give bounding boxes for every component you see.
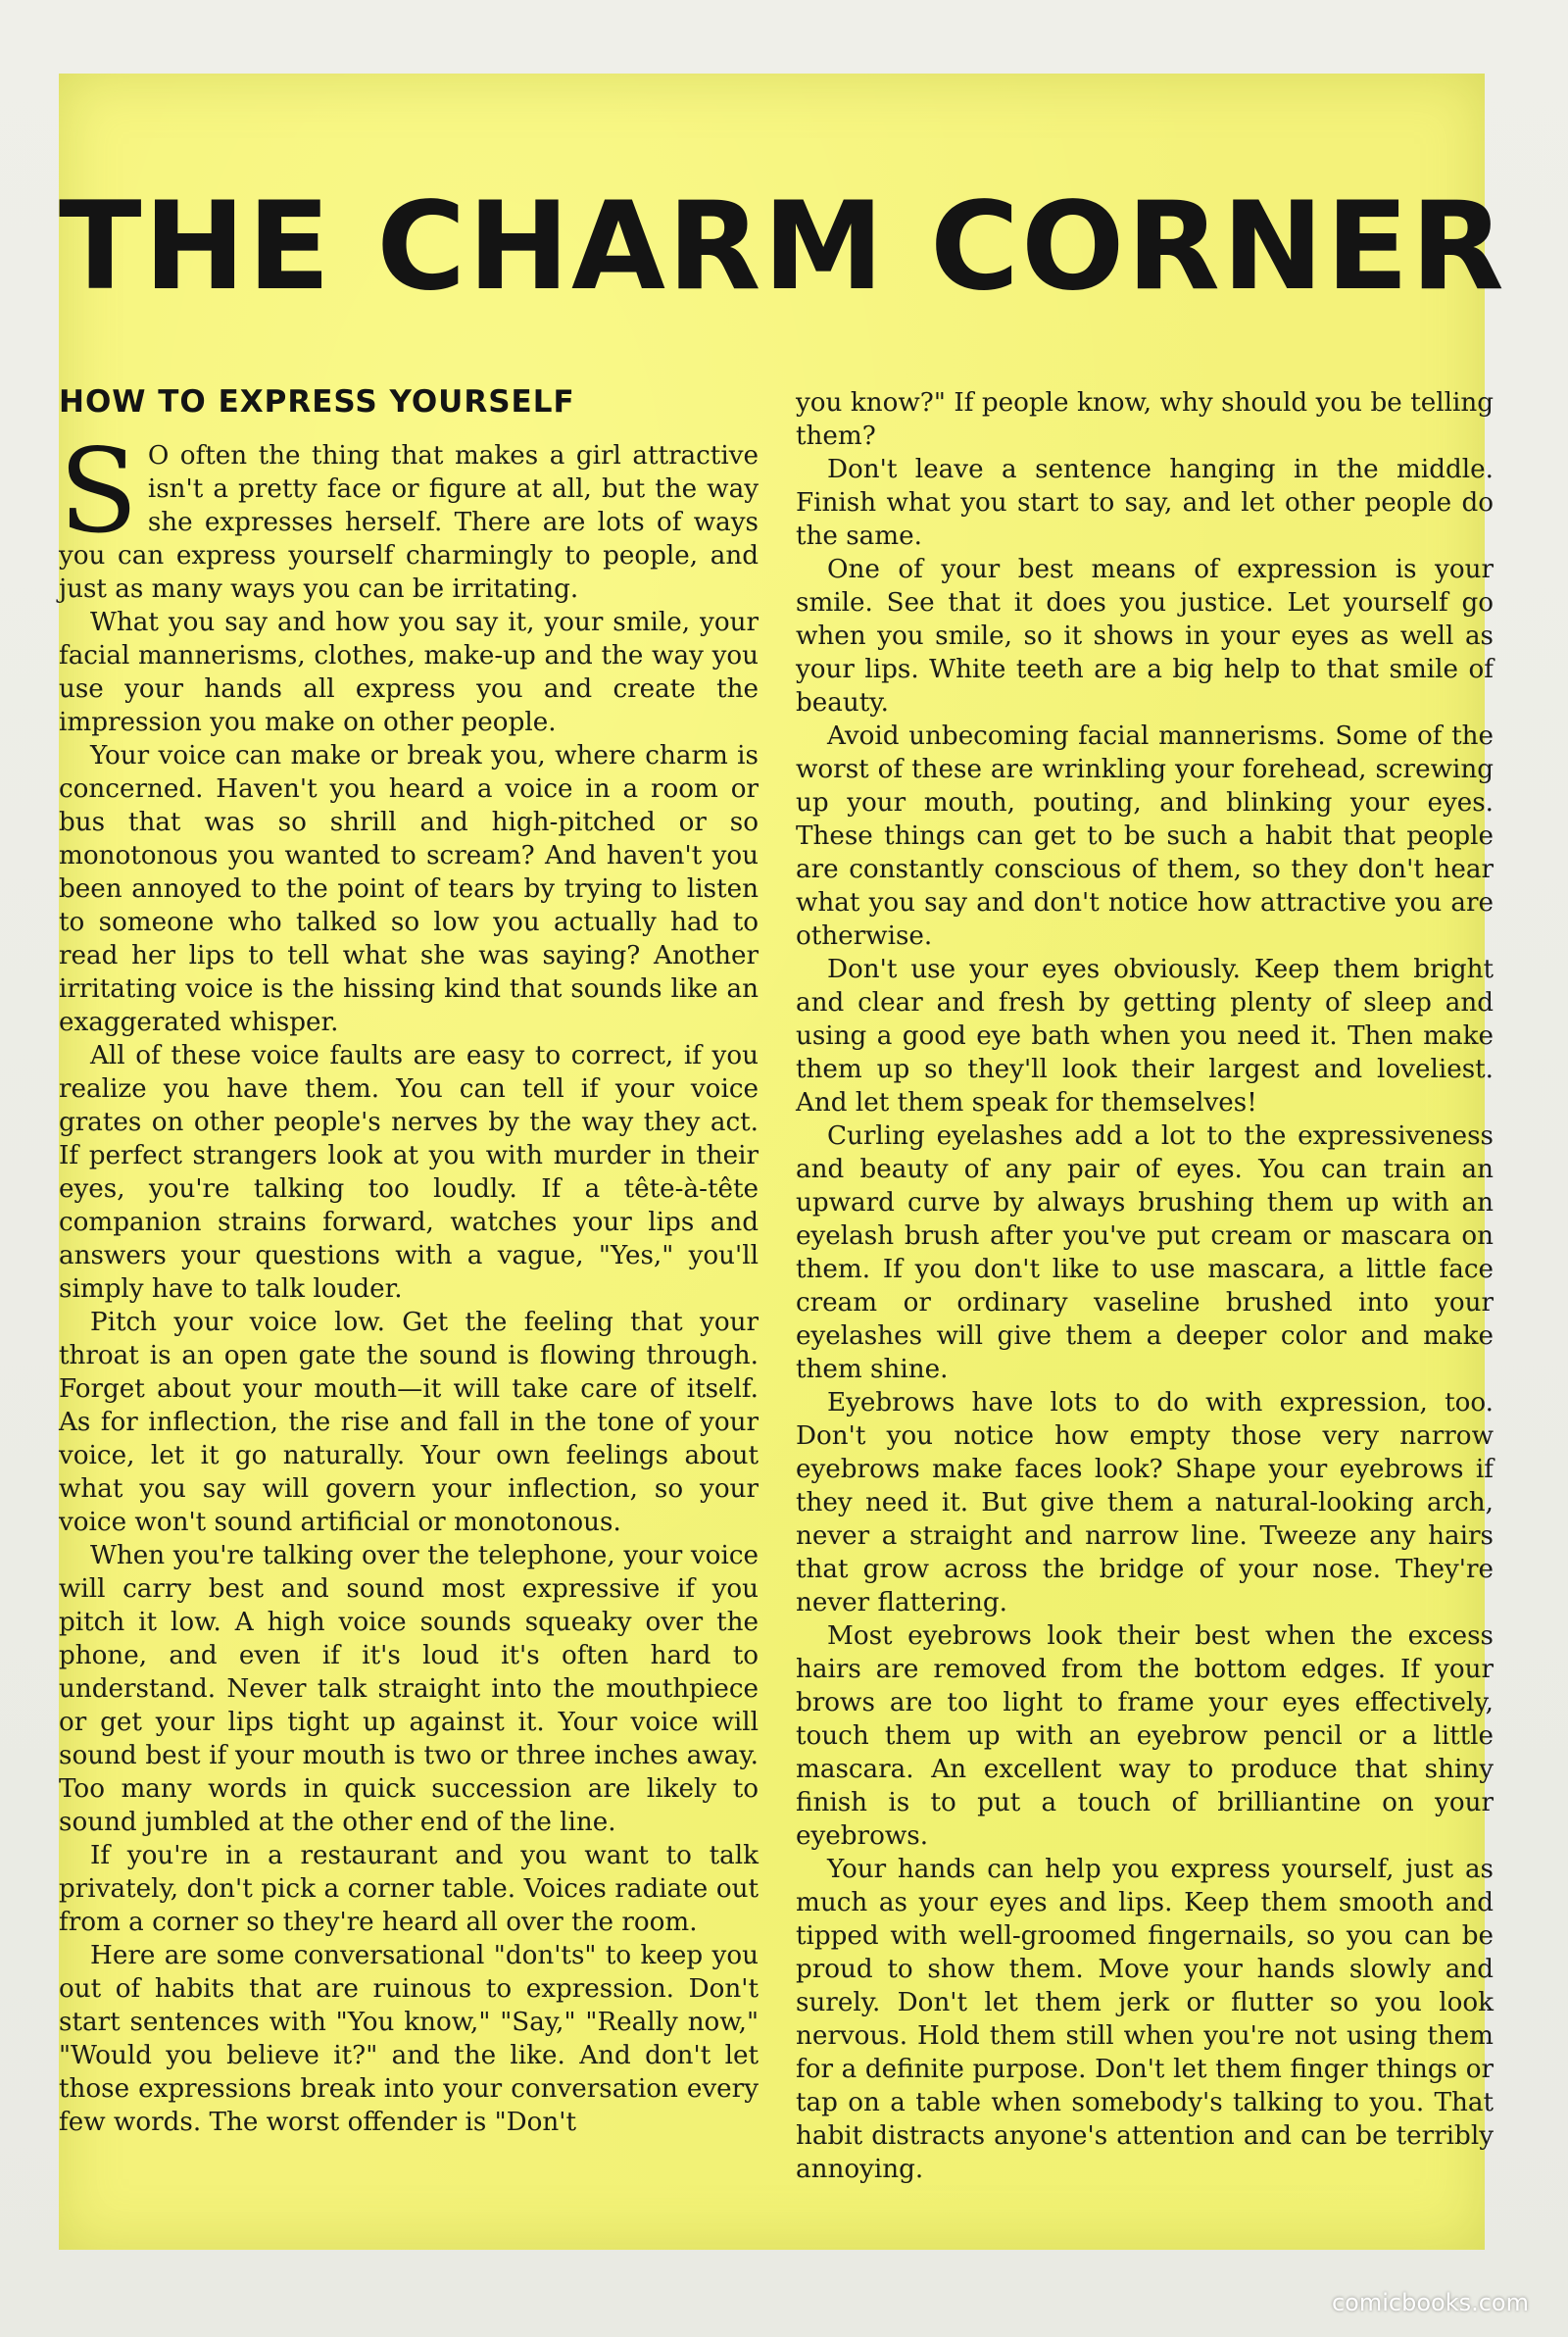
paragraph: Avoid unbecoming facial mannerisms. Some of the worst of these are wrinkling your forehead, screwing up your mouth, pouting, and blinking your eyes. These things can get to be such a habit that people are constantly conscious of them, so they don't hear what you say and don't notice how attractive you are otherwise. — [796, 721, 1494, 951]
paragraph: you know?" If people know, why should you be telling them? — [796, 388, 1494, 451]
page-title: THE CHARM CORNER — [59, 176, 1506, 318]
paragraph: S O often the thing that makes a girl attractive isn't a pretty face or figure at all, but the way she expresses herself. There are lots of ways you can express yourself charmingly to people, and just as many ways you can be irritating. — [59, 423, 759, 604]
paragraph: Don't leave a sentence hanging in the middle. Finish what you start to say, and let other people do the same. — [796, 455, 1494, 551]
paragraph: If you're in a restaurant and you want to talk privately, don't pick a corner table. Voices radiate out from a corner so they're heard all over the room. — [59, 1841, 759, 1937]
paragraph: Your hands can help you express yourself, just as much as your eyes and lips. Keep them smooth and tipped with well-groomed fingernails, so you can be proud to show them. Move your hands slowly and surely. Don't let them jerk or flutter so you look nervous. Hold them still when you're not using them for a definite purpose. Don't let them finger things or tap on a table when somebody's talking to you. That habit distracts anyone's attention and can be terribly annoying. — [796, 1855, 1494, 2184]
paragraph: All of these voice faults are easy to correct, if you realize you have them. You can tell if your voice grates on other people's nerves by the way they act. If perfect strangers look at you with murder in their eyes, you're talking too loudly. If a tête-à-tête companion strains forward, watches your lips and answers your questions with a vague, "Yes," you'll simply have to talk louder. — [59, 1041, 759, 1304]
paragraph: Here are some conversational "don'ts" to keep you out of habits that are ruinous to expression. Don't start sentences with "You know," "Say," "Really now," "Would you believe it?" and the like. And don't let those expressions break into your conversation every few words. The worst offender is "Don't — [59, 1941, 759, 2137]
right-column — [796, 386, 1494, 2186]
paragraph: Most eyebrows look their best when the excess hairs are removed from the bottom edges. If your brows are too light to frame your eyes effectively, touch them up with an eyebrow pencil or a little mascara. An excellent way to produce that shiny finish is to put a touch of brilliantine on your eyebrows. — [796, 1621, 1494, 1851]
section-heading: HOW TO EXPRESS YOURSELF — [59, 384, 575, 420]
paragraph: Pitch your voice low. Get the feeling that your throat is an open gate the sound is flowing through. Forget about your mouth—it will take care of itself. As for inflection, the rise and fall in the tone of your voice, let it go naturally. Your own feelings about what you say will govern your inflection, so your voice won't sound artificial or monotonous. — [59, 1308, 759, 1537]
paragraph: Don't use your eyes obviously. Keep them bright and clear and fresh by getting plenty of sleep and using a good eye bath when you need it. Then make them up so they'll look their largest and loveliest. And let them speak for themselves! — [796, 955, 1494, 1118]
paragraph: What you say and how you say it, your smile, your facial mannerisms, clothes, make-up and the way you use your hands all express you and create the impression you make on other people. — [59, 608, 759, 737]
paragraph: Eyebrows have lots to do with expression, too. Don't you notice how empty those very narrow eyebrows make faces look? Shape your eyebrows if they need it. But give them a natural-looking arch, never a straight and narrow line. Tweeze any hairs that grow across the bridge of your nose. They're never flattering. — [796, 1388, 1494, 1617]
drop-cap: S — [59, 423, 138, 559]
left-column — [59, 384, 759, 2139]
paragraph: When you're talking over the telephone, your voice will carry best and sound most expressive if you pitch it low. A high voice sounds squeaky over the phone, and even if it's loud it's often hard to understand. Never talk straight into the mouthpiece or get your lips tight up against it. Your voice will sound best if your mouth is two or three inches away. Too many words in quick succession are likely to sound jumbled at the other end of the line. — [59, 1541, 759, 1837]
site-watermark: comicbooks.com — [1331, 2289, 1529, 2316]
paragraph: Your voice can make or break you, where charm is concerned. Haven't you heard a voice in a room or bus that was so shrill and high-pitched or so monotonous you wanted to scream? And haven't you been annoyed to the point of tears by trying to listen to someone who talked so low you actually had to read her lips to tell what she was saying? Another irritating voice is the hissing kind that sounds like an exaggerated whisper. — [59, 741, 759, 1037]
paragraph: One of your best means of expression is your smile. See that it does you justice. Let yourself go when you smile, so it shows in your eyes as well as your lips. White teeth are a big help to that smile of beauty. — [796, 555, 1494, 718]
paragraph: Curling eyelashes add a lot to the expressiveness and beauty of any pair of eyes. You can train an upward curve by always brushing them up with an eyelash brush after you've put cream or mascara on them. If you don't like to use mascara, a little face cream or ordinary vaseline brushed into your eyelashes will give them a deeper color and make them shine. — [796, 1121, 1494, 1384]
